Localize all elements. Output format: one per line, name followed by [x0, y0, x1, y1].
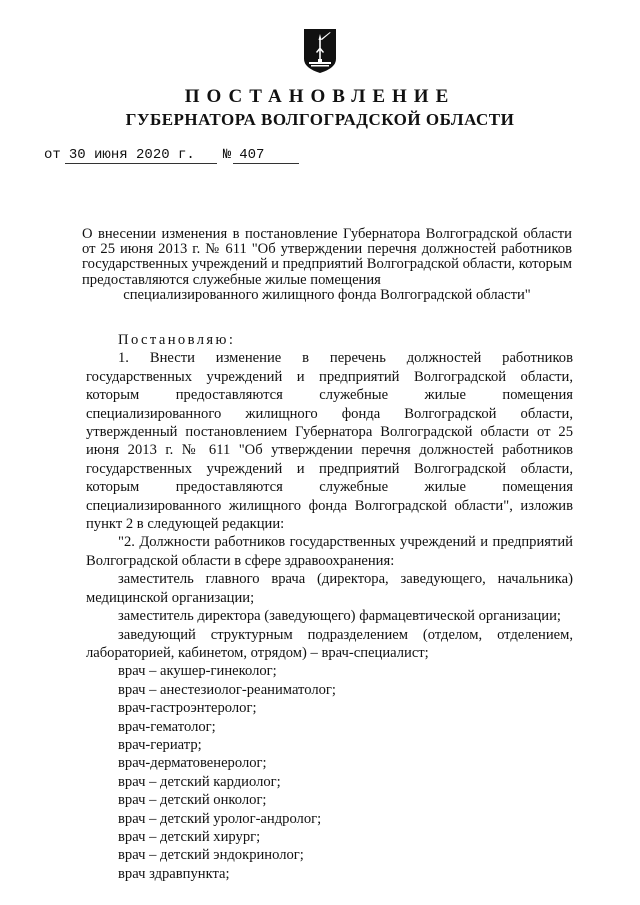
list-item: заместитель главного врача (директора, заведующего, начальника) медицинской организации;: [86, 571, 573, 606]
list-item: врач – детский кардиолог;: [118, 773, 281, 790]
list-item: врач – анестезиолог-реаниматолог;: [118, 681, 336, 698]
paragraph-point-1: 1. Внести изменение в перечень должностей работников государственных учреждений и предприятий Волгоградской области, которым предоставляются служебные жилые помещения специализированного жилищного фонда Волгоградской области, утвержденный постановлением Губернатора Волгоградской области от 25 июня 2013 г. № 611 "Об утверждении перечня должностей работников государственных учреждений и предприятий Волгоградской области, которым предоставляются служебные жилые помещения специализированного жилищного фонда Волгоградской области", изложив пункт 2 в следующей редакции:: [86, 350, 573, 533]
document-subtitle: ГУБЕРНАТОРА ВОЛГОГРАДСКОЙ ОБЛАСТИ: [125, 110, 515, 129]
date-field: 30 июня 2020 г.: [65, 147, 217, 164]
subject-last-line: специализированного жилищного фонда Волгоградской области": [123, 286, 531, 303]
dateline: [44, 147, 299, 164]
subject-text: О внесении изменения в постановление Губернатора Волгоградской области от 25 июня 2013 г. № 611 "Об утверждении перечня должностей работников государственных учреждений и предприятий Волгоградской области, которым предоставляются служебные жилые помещения: [82, 226, 572, 288]
from-label: от: [44, 147, 61, 163]
list-item: врач – детский хирург;: [118, 828, 261, 845]
number-field: 407: [233, 147, 299, 164]
list-item: врач здравпункта;: [118, 865, 230, 882]
list-item: врач – акушер-гинеколог;: [118, 663, 277, 680]
document-body: [86, 331, 573, 883]
list-item: заведующий структурным подразделением (отделом, отделением, лабораторией, кабинетом, отрядом) – врач-специалист;: [86, 626, 573, 661]
list-item: врач-гериатр;: [118, 736, 202, 753]
paragraph-point-2-intro: "2. Должности работников государственных учреждений и предприятий Волгоградской области в сфере здравоохранения:: [86, 534, 573, 569]
number-label: №: [222, 147, 232, 163]
list-item: заместитель директора (заведующего) фармацевтической организации;: [118, 608, 561, 625]
subject-block: [82, 227, 572, 303]
list-item: врач-гастроэнтеролог;: [118, 700, 257, 717]
list-item: врач – детский онколог;: [118, 792, 267, 809]
list-item: врач-гематолог;: [118, 718, 216, 735]
document-title: ПОСТАНОВЛЕНИЕ: [184, 86, 456, 107]
list-item: врач – детский эндокринолог;: [118, 847, 304, 864]
list-item: врач – детский уролог-андролог;: [118, 810, 322, 827]
decree-word: Постановляю:: [118, 332, 236, 348]
volgograd-emblem-icon: [303, 28, 337, 74]
list-item: врач-дерматовенеролог;: [118, 755, 267, 772]
